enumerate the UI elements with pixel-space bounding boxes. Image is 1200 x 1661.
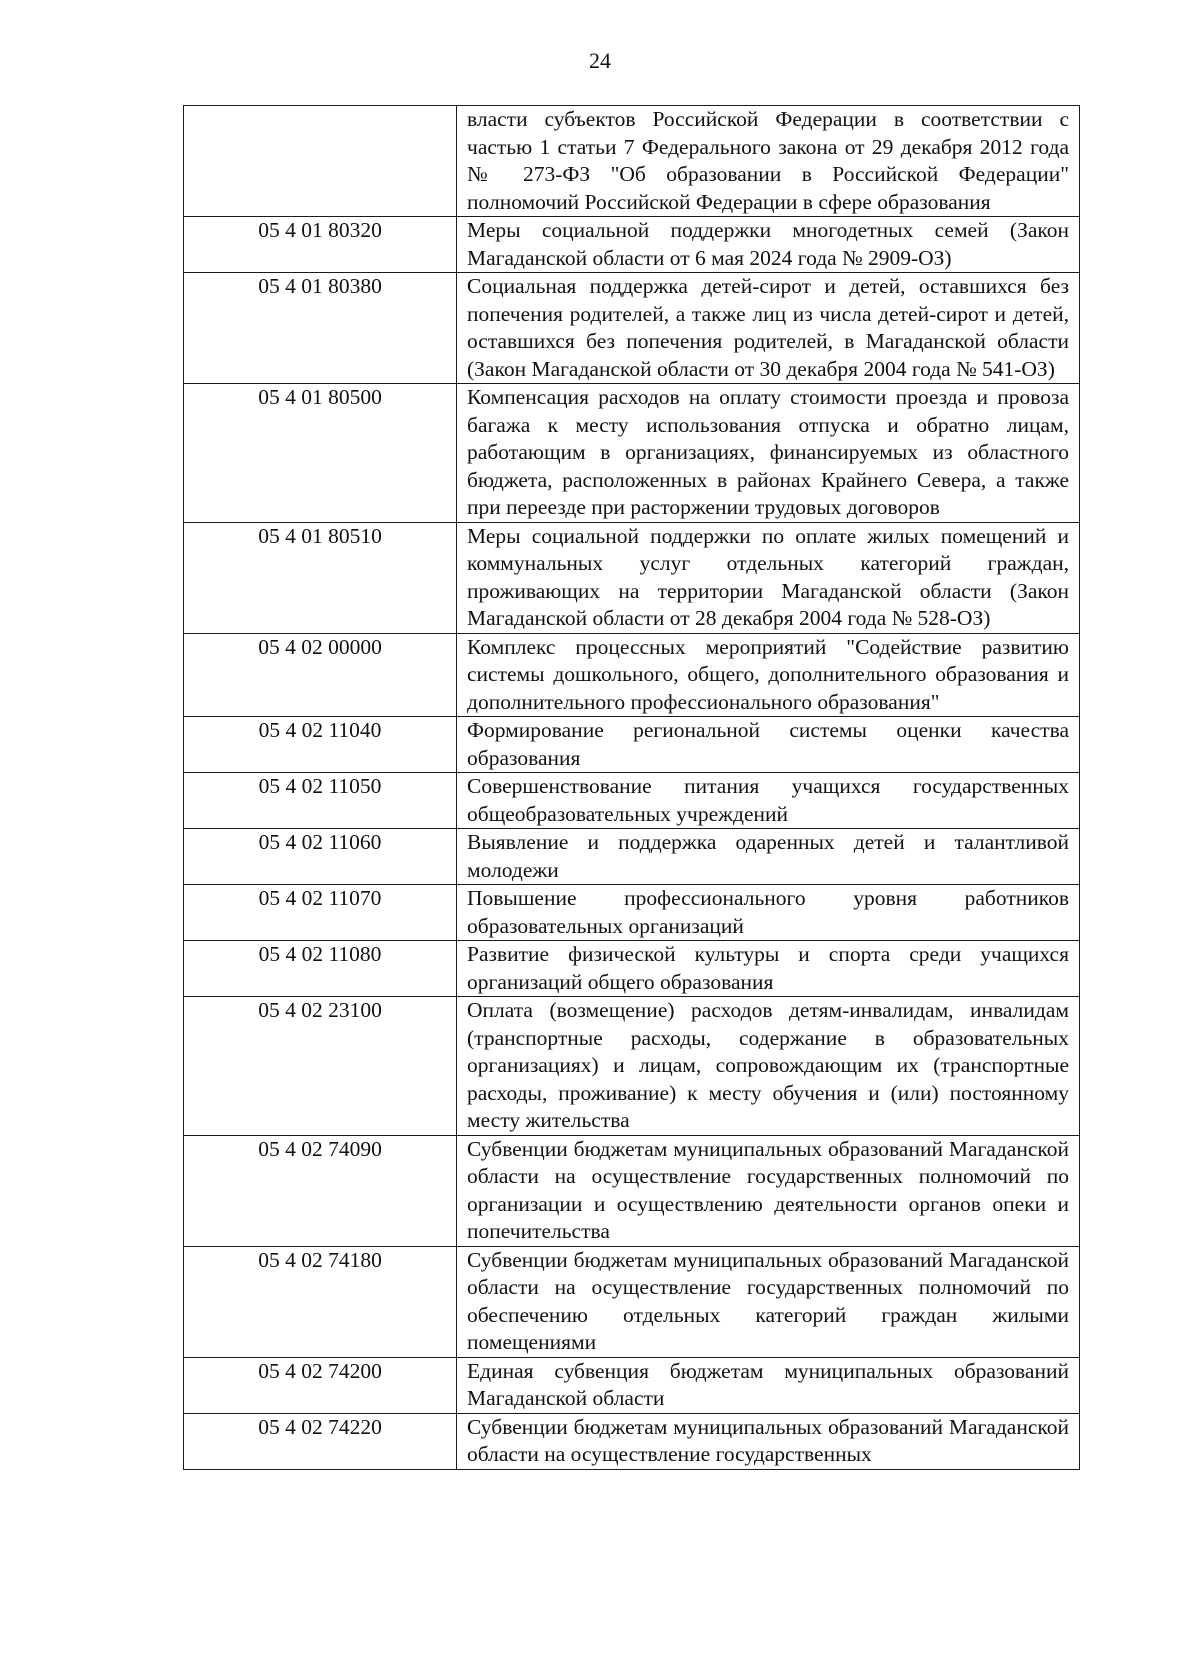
table-row bbox=[184, 106, 1080, 217]
row-code: 05 4 01 80510 bbox=[184, 522, 457, 633]
table-row bbox=[184, 1135, 1080, 1246]
table-row bbox=[184, 773, 1080, 829]
row-code: 05 4 02 11050 bbox=[184, 773, 457, 829]
table-row bbox=[184, 717, 1080, 773]
table-row bbox=[184, 1246, 1080, 1357]
table-row bbox=[184, 1413, 1080, 1469]
table-row bbox=[184, 217, 1080, 273]
row-code: 05 4 01 80320 bbox=[184, 217, 457, 273]
table-row bbox=[184, 273, 1080, 384]
row-description: Субвенции бюджетам муниципальных образований Магаданской области на осуществление государственных полномочий по организации и осуществлению деятельности органов опеки и попечительства bbox=[457, 1135, 1080, 1246]
row-description: Формирование региональной системы оценки качества образования bbox=[457, 717, 1080, 773]
row-description: Комплекс процессных мероприятий "Содействие развитию системы дошкольного, общего, дополнительного образования и дополнительного профессионального образования" bbox=[457, 633, 1080, 717]
row-description: Развитие физической культуры и спорта среди учащихся организаций общего образования bbox=[457, 941, 1080, 997]
row-code: 05 4 02 23100 bbox=[184, 997, 457, 1136]
row-code: 05 4 02 11070 bbox=[184, 885, 457, 941]
row-code: 05 4 02 74090 bbox=[184, 1135, 457, 1246]
table-row bbox=[184, 829, 1080, 885]
row-description: Субвенции бюджетам муниципальных образований Магаданской области на осуществление государственных полномочий по обеспечению отдельных категорий граждан жилыми помещениями bbox=[457, 1246, 1080, 1357]
page-number: 24 bbox=[589, 48, 611, 73]
row-description: Единая субвенция бюджетам муниципальных образований Магаданской области bbox=[457, 1357, 1080, 1413]
row-code: 05 4 02 00000 bbox=[184, 633, 457, 717]
row-code: 05 4 02 74200 bbox=[184, 1357, 457, 1413]
table-row bbox=[184, 633, 1080, 717]
row-code: 05 4 02 74180 bbox=[184, 1246, 457, 1357]
row-description: Меры социальной поддержки многодетных семей (Закон Магаданской области от 6 мая 2024 года № 2909-ОЗ) bbox=[457, 217, 1080, 273]
row-code: 05 4 01 80380 bbox=[184, 273, 457, 384]
row-description: Социальная поддержка детей-сирот и детей, оставшихся без попечения родителей, а также лиц из числа детей-сирот и детей, оставшихся без попечения родителей, в Магаданской области (Закон Магаданской области от 30 декабря 2004 года № 541-ОЗ) bbox=[457, 273, 1080, 384]
row-description: Выявление и поддержка одаренных детей и талантливой молодежи bbox=[457, 829, 1080, 885]
row-description: Повышение профессионального уровня работников образовательных организаций bbox=[457, 885, 1080, 941]
row-code bbox=[184, 106, 457, 217]
row-code: 05 4 01 80500 bbox=[184, 384, 457, 523]
row-description: Меры социальной поддержки по оплате жилых помещений и коммунальных услуг отдельных категорий граждан, проживающих на территории Магаданской области (Закон Магаданской области от 28 декабря 2004 года № 528-ОЗ) bbox=[457, 522, 1080, 633]
table-row bbox=[184, 522, 1080, 633]
table-row bbox=[184, 1357, 1080, 1413]
budget-codes-table bbox=[183, 105, 1080, 1470]
row-code: 05 4 02 74220 bbox=[184, 1413, 457, 1469]
table-row bbox=[184, 384, 1080, 523]
table-row bbox=[184, 941, 1080, 997]
table-row bbox=[184, 997, 1080, 1136]
row-description: власти субъектов Российской Федерации в соответствии с частью 1 статьи 7 Федерального закона от 29 декабря 2012 года № 273-ФЗ "Об образовании в Российской Федерации" полномочий Российской Федерации в сфере образования bbox=[457, 106, 1080, 217]
row-description: Совершенствование питания учащихся государственных общеобразовательных учреждений bbox=[457, 773, 1080, 829]
table-row bbox=[184, 885, 1080, 941]
row-code: 05 4 02 11040 bbox=[184, 717, 457, 773]
row-description: Оплата (возмещение) расходов детям-инвалидам, инвалидам (транспортные расходы, содержание в образовательных организациях) и лицам, сопровождающим их (транспортные расходы, проживание) к месту обучения и (или) постоянному месту жительства bbox=[457, 997, 1080, 1136]
row-code: 05 4 02 11060 bbox=[184, 829, 457, 885]
row-code: 05 4 02 11080 bbox=[184, 941, 457, 997]
row-description: Компенсация расходов на оплату стоимости проезда и провоза багажа к месту использования отпуска и обратно лицам, работающим в организациях, финансируемых из областного бюджета, расположенных в районах Крайнего Севера, а также при переезде при расторжении трудовых договоров bbox=[457, 384, 1080, 523]
row-description: Субвенции бюджетам муниципальных образований Магаданской области на осуществление государственных bbox=[457, 1413, 1080, 1469]
